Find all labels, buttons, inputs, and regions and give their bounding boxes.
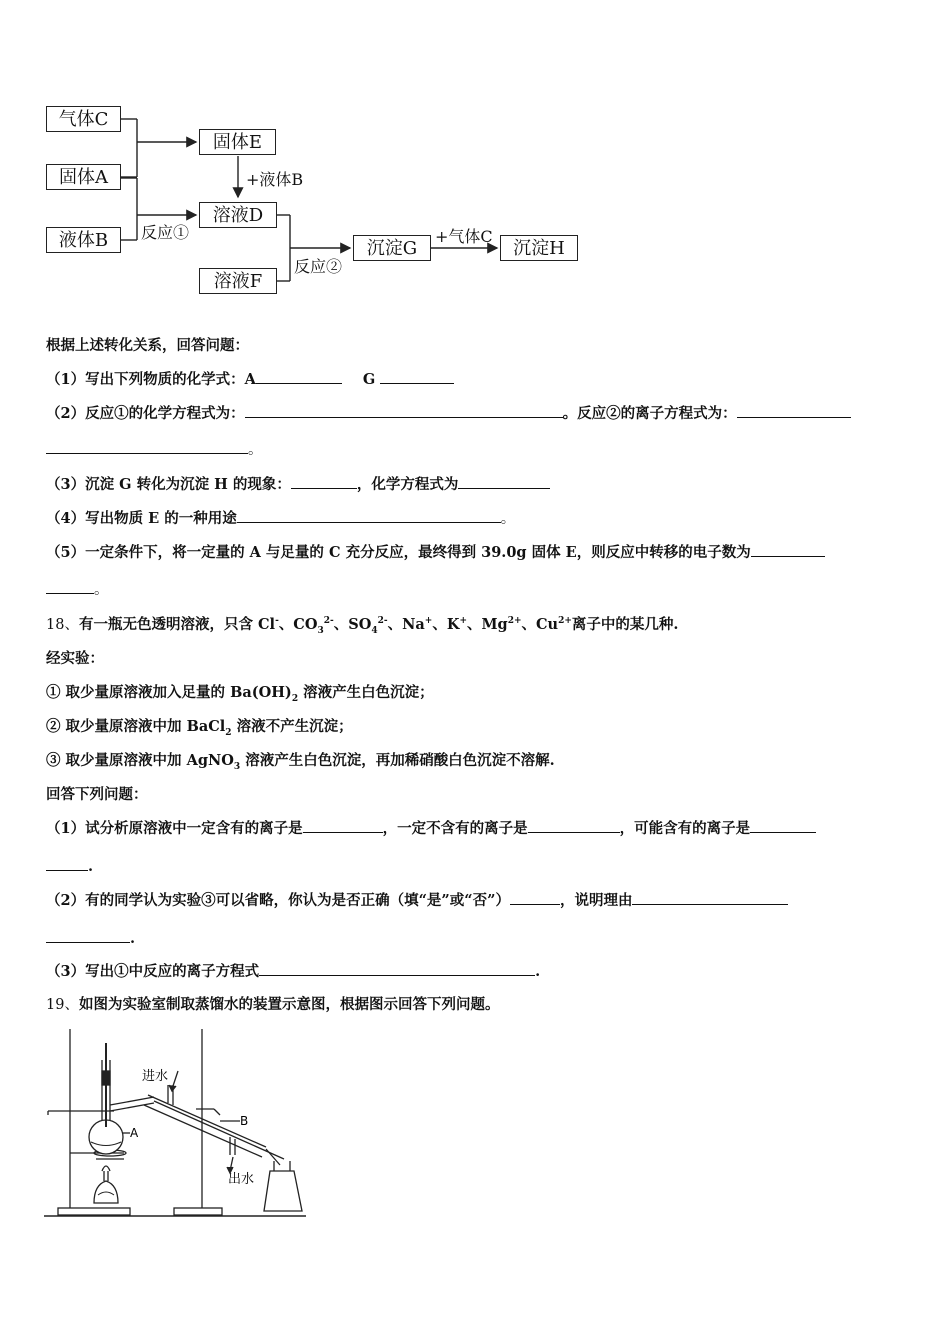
answer-blank[interactable]: [751, 542, 825, 557]
q17-part2-mid: 。反应②的离子方程式为：: [562, 405, 737, 422]
q18-part2: [46, 890, 910, 911]
answer-blank[interactable]: [245, 403, 563, 418]
charge: 2+: [558, 616, 572, 627]
q17-part2-cont: [46, 439, 910, 460]
q17-part3-text: （3）沉淀 G 转化为沉淀 H 的现象：: [46, 476, 291, 493]
q18-exp1-text: ① 取少量原溶液加入足量的 Ba(OH): [46, 684, 292, 701]
q18-exp1: [46, 683, 910, 703]
answer-blank[interactable]: [259, 961, 535, 976]
q18-part1-text: （1）试分析原溶液中一定含有的离子是: [46, 820, 303, 837]
label-a: A: [130, 1126, 139, 1140]
q17-part1-g: G: [362, 371, 376, 388]
answer-blank[interactable]: [750, 818, 816, 833]
box-precipitate-g: 沉淀G: [353, 235, 431, 261]
q18-exp3-text: 溶液产生白色沉淀，再加稀硝酸白色沉淀不溶解.: [240, 752, 555, 769]
answer-blank[interactable]: [528, 818, 620, 833]
subscript: 3: [233, 761, 241, 772]
q17-part4: [46, 508, 910, 529]
q18-number: 18、: [46, 617, 79, 633]
charge: +: [459, 616, 467, 627]
q17-intro: 根据上述转化关系，回答问题：: [46, 337, 249, 354]
q18-part1-mid: ，可能含有的离子是: [619, 820, 751, 837]
answer-blank[interactable]: [291, 474, 357, 489]
flowchart-connectors: [0, 0, 950, 310]
q18-exp-title: 经实验：: [46, 650, 104, 667]
q18-stem-text: 、Mg: [466, 616, 508, 633]
answer-blank[interactable]: [458, 474, 550, 489]
q18-part3-text: （3）写出①中反应的离子方程式: [46, 963, 260, 980]
q17-part4-text: （4）写出物质 E 的一种用途: [46, 510, 237, 527]
q18-exp2: [46, 717, 910, 737]
q18-part1-end: .: [88, 858, 94, 875]
q18-part1-cont: [46, 856, 910, 877]
answer-blank[interactable]: [46, 856, 88, 871]
q18-part1-mid: ，一定不含有的离子是: [382, 820, 528, 837]
q18-exp1-text: 溶液产生白色沉淀；: [298, 684, 434, 701]
label-plus-liquid-b: +液体B: [246, 170, 304, 189]
box-gas-c: 气体C: [46, 106, 121, 132]
subscript: 4: [371, 625, 378, 636]
q18-stem: [46, 615, 910, 635]
q17-part5-end: 。: [94, 582, 109, 598]
label-water-in: 进水: [142, 1069, 169, 1084]
label-b: B: [240, 1114, 249, 1128]
q18-stem-text: 有一瓶无色透明溶液，只含 Cl: [78, 616, 276, 633]
charge: 2-: [323, 616, 334, 627]
q19-stem-text: 如图为实验室制取蒸馏水的装置示意图，根据图示回答下列问题。: [78, 996, 500, 1013]
q18-part1: [46, 818, 910, 839]
charge: 2+: [507, 616, 522, 627]
q18-part2-end: .: [130, 930, 136, 947]
q18-exp2-text: ② 取少量原溶液中加 BaCl: [46, 718, 226, 735]
q17-part2-end: 。: [248, 442, 263, 458]
q19-number: 19、: [46, 997, 79, 1013]
box-liquid-b: 液体B: [46, 227, 121, 253]
q17-part1-text: （1）写出下列物质的化学式：A: [46, 371, 256, 388]
q17-part5-text: （5）一定条件下，将一定量的 A 与足量的 C 充分反应，最终得到 39.0g 固体 E，则反应中转移的电子数为: [46, 544, 751, 561]
q17-part4-end: 。: [500, 511, 516, 527]
q18-part2-mid: ，说明理由: [559, 892, 633, 909]
answer-blank[interactable]: [380, 369, 454, 384]
answer-blank[interactable]: [46, 579, 94, 594]
q18-stem-text: 、Cu: [521, 616, 559, 633]
answer-blank[interactable]: [737, 403, 851, 418]
charge: 2-: [377, 616, 388, 627]
charge: +: [424, 616, 433, 627]
q18-exp3-text: ③ 取少量原溶液中加 AgNO: [46, 752, 234, 769]
q17-part5: [46, 542, 910, 563]
q17-part2-text: （2）反应①的化学方程式为：: [46, 405, 245, 422]
answer-blank[interactable]: [510, 890, 560, 905]
q18-stem-text: 、Na: [387, 616, 425, 633]
answer-blank[interactable]: [303, 818, 383, 833]
q17-part5-cont: [46, 579, 910, 600]
q18-exp2-text: 溶液不产生沉淀；: [231, 718, 353, 735]
q18-part3: [46, 961, 910, 982]
label-plus-gas-c: +气体C: [435, 227, 493, 246]
answer-blank[interactable]: [256, 369, 342, 384]
subscript: 2: [225, 727, 232, 738]
answer-blank[interactable]: [632, 890, 788, 905]
distillation-apparatus-figure: [44, 1025, 308, 1221]
q18-stem-text: 、CO: [278, 616, 318, 633]
q18-exp3: [46, 751, 910, 771]
q18-part2-cont: [46, 928, 910, 949]
q18-answer-title: 回答下列问题：: [46, 786, 148, 803]
box-solid-a: 固体A: [46, 164, 121, 190]
subscript: 2: [291, 693, 299, 704]
q17-part2: [46, 403, 910, 424]
box-precipitate-h: 沉淀H: [500, 235, 578, 261]
q18-part2-text: （2）有的同学认为实验③可以省略，你认为是否正确（填“是”或“否”）: [46, 892, 510, 909]
q17-part3-mid: ，化学方程式为: [356, 476, 459, 493]
q18-stem-text: 离子中的某几种.: [571, 616, 679, 633]
answer-blank[interactable]: [237, 508, 501, 523]
label-reaction-1: 反应①: [141, 223, 190, 242]
subscript: 3: [317, 625, 324, 636]
label-reaction-2: 反应②: [294, 257, 343, 276]
box-solution-d: 溶液D: [199, 202, 277, 228]
answer-blank[interactable]: [46, 439, 248, 454]
q17-part1: [46, 369, 910, 390]
box-solution-f: 溶液F: [199, 268, 277, 294]
q19-stem: [46, 995, 910, 1015]
answer-blank[interactable]: [46, 928, 130, 943]
label-water-out: 出水: [228, 1172, 255, 1187]
charge: -: [275, 616, 279, 627]
q17-part3: [46, 474, 910, 495]
box-solid-e: 固体E: [199, 129, 276, 155]
q18-part3-end: .: [535, 963, 541, 980]
q18-stem-text: 、SO: [333, 616, 372, 633]
q18-stem-text: 、K: [432, 616, 460, 633]
